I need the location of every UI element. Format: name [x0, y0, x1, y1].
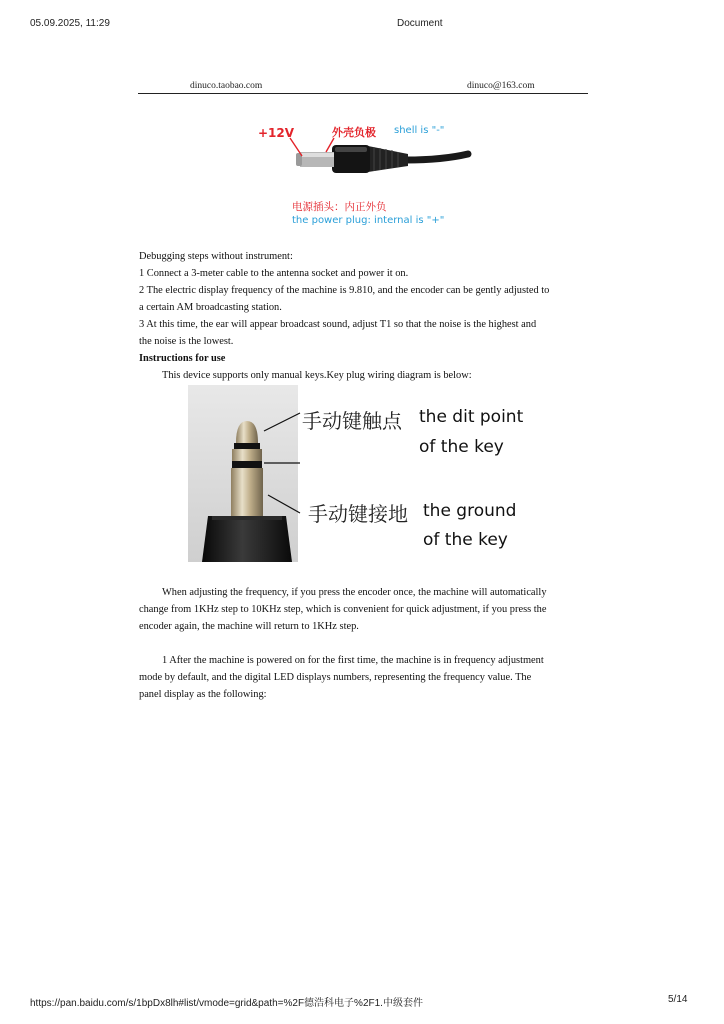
- label-ground-en-1: the ground: [423, 501, 517, 521]
- page-header-left: dinuco.taobao.com: [190, 81, 263, 91]
- key-plug-leader-lines: [256, 405, 306, 535]
- label-plug-en: the power plug: internal is "+": [292, 215, 445, 226]
- print-footer-url: https://pan.baidu.com/s/1bpDx8lh#list/vmode=grid&path=%2F德浩科电子%2F1.中级套件: [30, 998, 423, 1009]
- paragraph-line: mode by default, and the digital LED displays numbers, representing the frequency value. The: [139, 672, 532, 683]
- debug-line: 2 The electric display frequency of the machine is 9.810, and the encoder can be gently adjusted to: [139, 285, 550, 296]
- label-dit-en-2: of the key: [419, 437, 504, 457]
- instructions-intro: This device supports only manual keys.Key plug wiring diagram is below:: [162, 370, 472, 381]
- debug-line: the noise is the lowest.: [139, 336, 234, 347]
- paragraph-line: change from 1KHz step to 10KHz step, which is convenient for quick adjustment, if you press the: [139, 604, 547, 615]
- print-page-number: 5/14: [668, 994, 688, 1005]
- paragraph-line: panel display as the following:: [139, 689, 267, 700]
- paragraph-line: When adjusting the frequency, if you press the encoder once, the machine will automatically: [162, 587, 547, 598]
- paragraph-line: encoder again, the machine will return to 1KHz step.: [139, 621, 359, 632]
- label-dit-cn: 手动键触点: [302, 409, 402, 433]
- instructions-heading: Instructions for use: [139, 353, 226, 364]
- debug-line: 3 At this time, the ear will appear broadcast sound, adjust T1 so that the noise is the highest and: [139, 319, 537, 330]
- debug-line: 1 Connect a 3-meter cable to the antenna socket and power it on.: [139, 268, 409, 279]
- debug-line: a certain AM broadcasting station.: [139, 302, 282, 313]
- label-voltage: +12V: [258, 126, 295, 140]
- power-plug-figure: [256, 116, 476, 234]
- label-plug-cn: 电源插头：内正外负: [292, 201, 387, 213]
- print-document-title: Document: [397, 18, 443, 29]
- label-ground-cn: 手动键接地: [308, 502, 408, 526]
- label-shell-cn: 外壳负极: [332, 126, 376, 139]
- debug-heading: Debugging steps without instrument:: [139, 251, 293, 262]
- print-datetime: 05.09.2025, 11:29: [30, 18, 110, 29]
- page-header-rule: [138, 93, 588, 94]
- paragraph-line: 1 After the machine is powered on for the first time, the machine is in frequency adjustment: [162, 655, 544, 666]
- label-ground-en-2: of the key: [423, 530, 508, 550]
- label-shell-en: shell is "-": [394, 125, 445, 136]
- label-dit-en-1: the dit point: [419, 407, 524, 427]
- page-header-right: dinuco@163.com: [467, 81, 535, 91]
